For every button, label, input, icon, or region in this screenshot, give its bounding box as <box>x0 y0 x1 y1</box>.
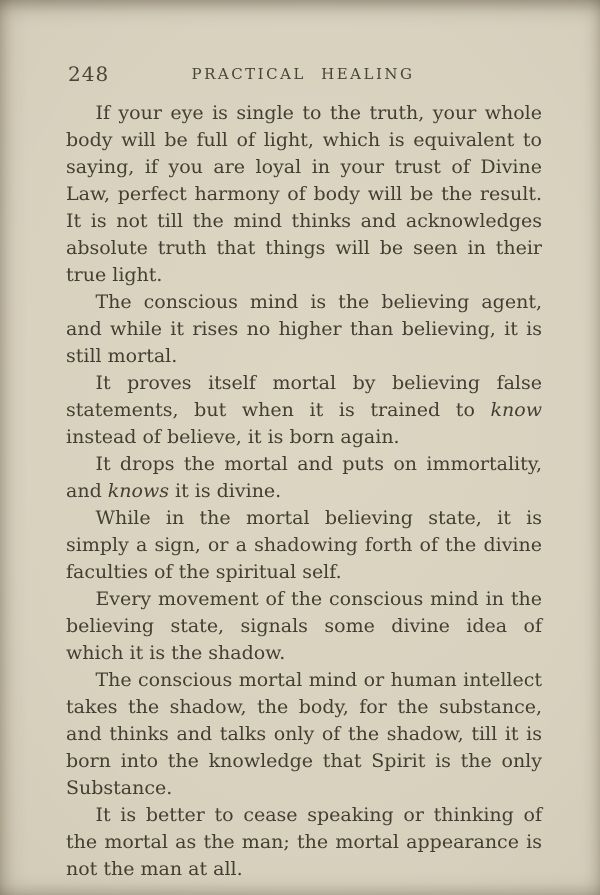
paragraph <box>66 667 542 802</box>
text-run-italic: knows <box>107 480 169 502</box>
paragraph <box>66 586 542 667</box>
text-run: Every movement of the conscious mind in the believing state, signals some divine idea of which it is the shadow. <box>66 588 542 664</box>
text-run: While in the mortal believing state, it is simply a sign, or a shadowing forth of the divine faculties of the spiritual self. <box>66 507 542 583</box>
text-run: The conscious mind is the believing agent, and while it rises no higher than believing, it is still mortal. <box>66 291 542 367</box>
text-run: If your eye is single to the truth, your whole body will be full of light, which is equivalent to saying, if you are loyal in your trust of Divine Law, perfect harmony of body will be the result. It is not till the mind thinks and acknowledges absolute truth that things will be seen in their true light. <box>66 102 542 286</box>
paragraph <box>66 100 542 289</box>
running-title: PRACTICAL HEALING <box>191 65 415 83</box>
text-run: It is better to cease speaking or thinking of the mortal as the man; the mortal appearance is not the man at all. <box>66 804 542 880</box>
text-run: it is divine. <box>168 480 282 502</box>
text-run: It drops the mortal and puts on immortality, and <box>66 453 542 502</box>
text-run: It proves itself mortal by believing false statements, but when it is trained to <box>66 372 542 421</box>
page-number: 248 <box>68 62 110 86</box>
text-run: instead of believe, it is born again. <box>66 426 400 448</box>
paragraph <box>66 505 542 586</box>
paragraph <box>66 289 542 370</box>
paragraph <box>66 370 542 451</box>
paragraph <box>66 802 542 883</box>
text-run: The conscious mortal mind or human intellect takes the shadow, the body, for the substance, and thinks and talks only of the shadow, till it is born into the knowledge that Spirit is the only Substance. <box>66 669 542 799</box>
text-block <box>66 100 542 883</box>
page-header <box>68 62 538 88</box>
text-run-italic: know <box>490 399 542 421</box>
paragraph <box>66 451 542 505</box>
